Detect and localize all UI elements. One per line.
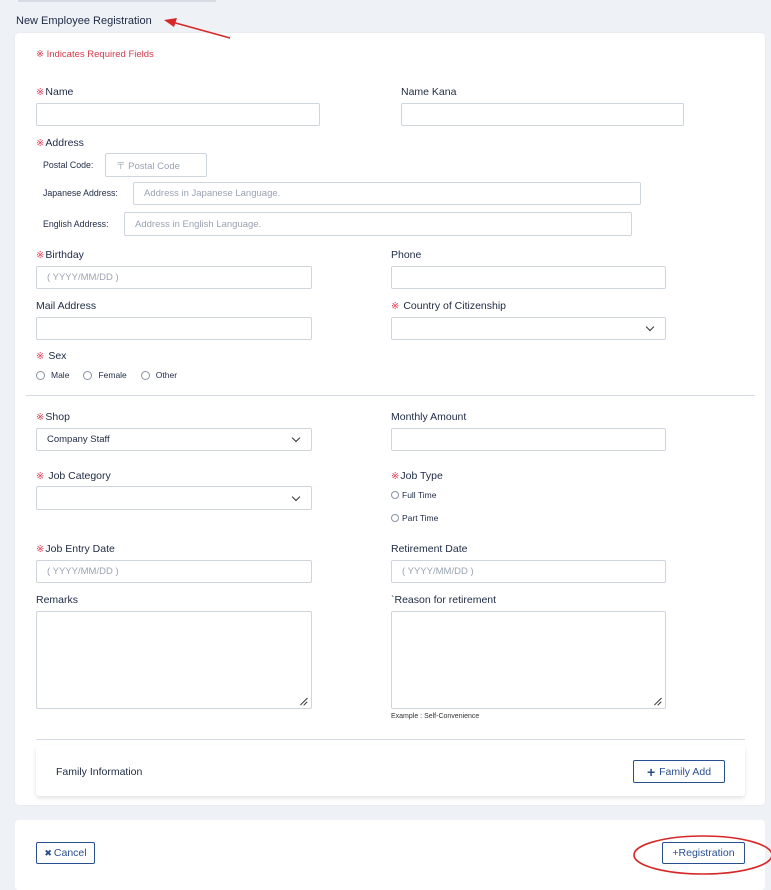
postal-code-placeholder: 〒 Postal Code: [116, 161, 180, 172]
retirement-date-placeholder: ( YYYY/MM/DD ): [402, 566, 474, 577]
family-information-label: Family Information: [56, 766, 143, 778]
page-title: New Employee Registration: [16, 15, 152, 27]
sex-male-label: Male: [51, 370, 70, 380]
english-address-placeholder: Address in English Language.: [135, 218, 262, 230]
monthly-amount-label: Monthly Amount: [391, 411, 467, 423]
required-mark: ※: [36, 250, 45, 261]
job-type-part-time-label: Part Time: [402, 513, 439, 523]
job-type-label-text: Job Type: [400, 470, 443, 482]
retirement-reason-mark: `: [391, 594, 395, 606]
family-add-label: Family Add: [659, 765, 712, 778]
retirement-date-label: Retirement Date: [391, 543, 468, 555]
retirement-reason-label-text: Reason for retirement: [394, 594, 497, 606]
registration-button[interactable]: +Registration: [662, 842, 745, 864]
required-mark: ※: [36, 412, 45, 423]
japanese-address-placeholder: Address in Japanese Language.: [144, 188, 281, 199]
job-entry-date-placeholder: ( YYYY/MM/DD ): [47, 566, 119, 577]
birthday-placeholder: ( YYYY/MM/DD ): [47, 272, 119, 283]
shop-select-value: Company Staff: [47, 434, 110, 445]
required-mark: ※: [36, 471, 45, 482]
close-icon: ✖: [44, 847, 52, 858]
name-kana-label: Name Kana: [401, 86, 457, 98]
postal-code-label: Postal Code:: [43, 160, 94, 170]
country-label-text: Country of Citizenship: [403, 300, 507, 312]
phone-label: Phone: [391, 249, 422, 261]
required-note-text: Indicates Required Fields: [46, 49, 154, 60]
required-mark: ※: [36, 351, 45, 362]
sex-label-text: Sex: [48, 350, 67, 362]
annotation-arrow-icon: [164, 18, 230, 38]
address-label-text: Address: [45, 137, 84, 149]
mail-address-label: Mail Address: [36, 300, 97, 312]
job-type-full-time-label: Full Time: [402, 490, 437, 500]
sex-other-label: Other: [155, 370, 178, 380]
english-address-label: English Address:: [43, 219, 109, 229]
sex-female-label: Female: [98, 370, 127, 380]
required-mark: ※: [391, 301, 400, 312]
job-category-label-text: Job Category: [48, 470, 111, 482]
birthday-label-text: Birthday: [45, 249, 84, 261]
annotation-circle-icon: [634, 836, 771, 874]
required-mark: ※: [36, 138, 45, 149]
required-mark: ※: [36, 544, 45, 555]
plus-icon: +: [646, 763, 656, 780]
required-mark: ※: [36, 49, 44, 60]
shop-label-text: Shop: [45, 411, 70, 423]
japanese-address-label: Japanese Address:: [43, 188, 118, 198]
remarks-label: Remarks: [36, 594, 79, 606]
retirement-reason-hint: Example : Self-Convenience: [391, 713, 480, 720]
name-label-text: Name: [45, 86, 74, 98]
required-mark: ※: [391, 471, 400, 482]
required-mark: ※: [36, 87, 45, 98]
job-entry-date-label-text: Job Entry Date: [45, 543, 115, 555]
cancel-label: Cancel: [53, 847, 87, 859]
